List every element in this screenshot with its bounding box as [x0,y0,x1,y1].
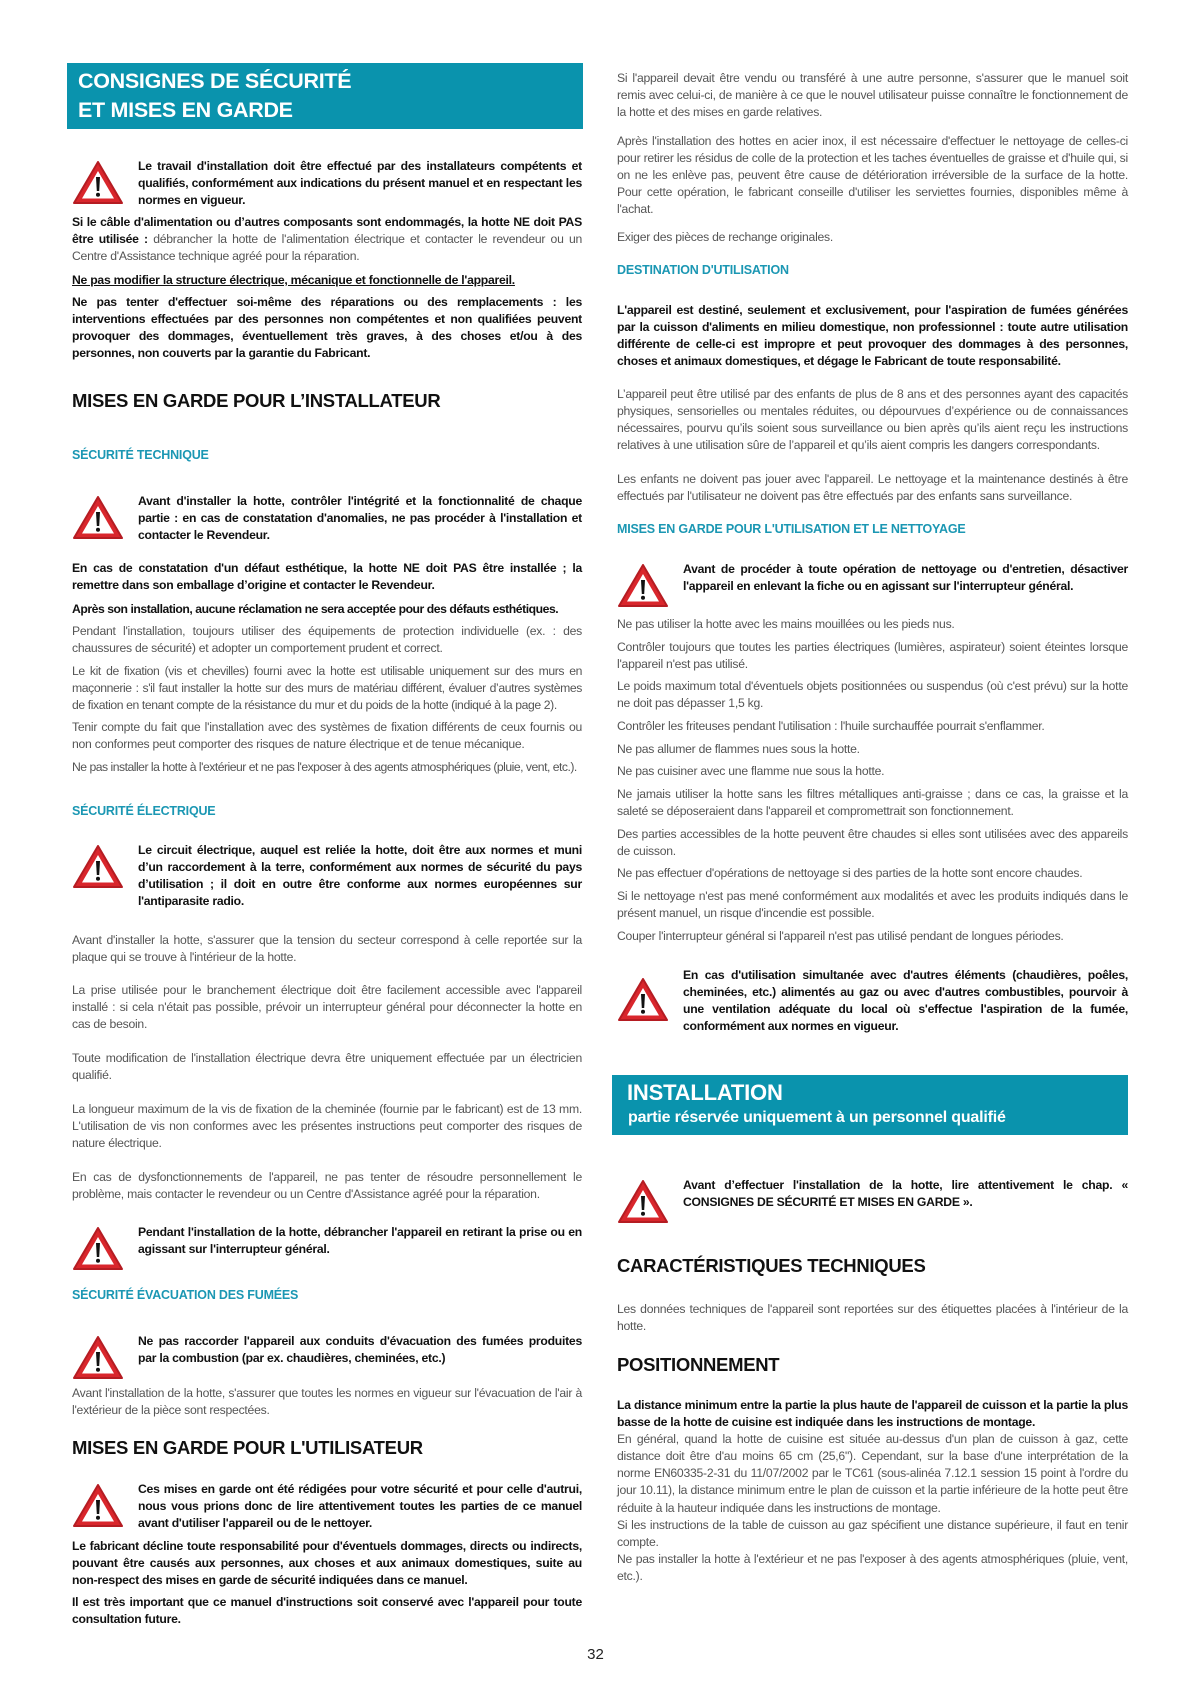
warning-text: Le travail d'installation doit être effectué par des installateurs compétents et qualifiés, conformément aux indications du présent manuel et en respectant les normes en vigueur. [138,159,582,208]
paragraph: Le kit de fixation (vis et chevilles) fourni avec la hotte est utilisable uniquement sur des murs en maçonnerie : s'il faut installer la hotte sur des murs de matériau différent, évaluer d’autres systèmes de fixation en tenant compte de la résistance du mur et du poids de la hotte (indiqué à la page 2). [72,664,582,713]
warning-block [617,1177,1128,1225]
banner-subtitle: partie réservée uniquement à un personnel qualifié [628,1109,1006,1126]
paragraph [72,214,582,265]
normal-text: débrancher la hotte de l'alimentation électrique et contacter le revendeur ou un Centre d'Assistance technique agréé pour la réparation. [72,232,583,264]
warning-triangle-icon [72,1483,124,1529]
paragraph: Pendant l'installation, toujours utiliser des équipements de protection individuelle (ex. : des chaussures de sécurité) et adopter un comportement prudent et correct. [72,624,582,656]
paragraph: La longueur maximum de la vis de fixation de la cheminée (fournie par le fabricant) est de 13 mm. L'utilisation de vis non conformes avec les présentes instructions peut comporter des risques de nature électrique. [72,1102,582,1151]
paragraph: L'appareil est destiné, seulement et exclusivement, pour l'aspiration de fumées générées par la cuisson d'aliments en milieu domestique, non professionnel : toute autre utilisation différente de celle-ci est impropre et peut provoquer des dommages à des personnes, choses et animaux domestiques, et dégage le Fabricant de toute responsabilité. [617,303,1128,369]
paragraph: Le fabricant décline toute responsabilité pour d'éventuels dommages, directs ou indirects, pouvant être causés aux personnes, aux choses et aux animaux domestiques, suite au non-respect des mises en garde de sécurité indiquées dans ce manuel. [72,1539,582,1588]
banner-title-line1: CONSIGNES DE SÉCURITÉ [78,69,352,93]
warning-text: En cas d'utilisation simultanée avec d'autres éléments (chaudières, poêles, cheminées, etc.) alimentés au gaz ou avec d'autres combustibles, pourvoir à une ventilation adéquate du local où s'effectue l'aspiration de la fumée, conformément aux normes en vigueur. [683,968,1128,1034]
warning-block [72,1224,582,1272]
list-item: Contrôler toujours que toutes les parties électriques (lumières, aspirateur) soient éteintes lorsque l'appareil n'est pas utilisé. [617,640,1128,672]
banner-title-line2: ET MISES EN GARDE [78,98,293,122]
positioning-text [617,1397,1128,1585]
list-item: Ne pas cuisiner avec une flamme nue sous la hotte. [617,764,885,778]
warning-text: Avant d'installer la hotte, contrôler l'intégrité et la fonctionnalité de chaque partie : en cas de constatation d'anomalies, ne pas procéder à l'installation et contacter le Revendeur. [138,494,582,543]
paragraph: La prise utilisée pour le branchement électrique doit être facilement accessible avec l'appareil installé : si cela n'était pas possible, prévoir un interrupteur général pour déconnecter la hotte en cas de besoin. [72,983,582,1032]
paragraph: En cas de dysfonctionnements de l'appareil, ne pas tenter de résoudre personnellement le problème, mais contacter le revendeur ou un Centre d'Assistance agréé pour la réparation. [72,1170,582,1202]
warning-text: Ne pas raccorder l'appareil aux conduits d'évacuation des fumées produites par la combustion (par ex. chaudières, cheminées, etc.) [138,1334,582,1366]
warning-block [72,493,582,544]
warning-triangle-icon [72,160,124,206]
warning-text: Le circuit électrique, auquel est reliée la hotte, doit être aux normes et muni d’un raccordement à la terre, conformément aux normes de sécurité du pays d’utilisation ; il doit en outre être conforme aux normes européennes sur l'antiparasite radio. [138,843,582,909]
warning-triangle-icon [617,563,669,609]
warning-triangle-icon [72,495,124,541]
warning-block [72,158,582,209]
heading-installer: MISES EN GARDE POUR L’INSTALLATEUR [72,390,441,411]
paragraph: Les enfants ne doivent pas jouer avec l'appareil. Le nettoyage et la maintenance destinés à être effectués par l'utilisateur ne doivent pas être effectués par des enfants sans surveillance. [617,472,1128,504]
paragraph: Avant l'installation de la hotte, s'assurer que toutes les normes en vigueur sur l'évacuation de l'air à l'extérieur de la pièce sont respectées. [72,1386,582,1418]
heading-specs: CARACTÉRISTIQUES TECHNIQUES [617,1255,926,1276]
paragraph: Ne pas tenter d'effectuer soi-même des réparations ou des remplacements : les interventions effectuées par des personnes non compétentes et non qualifiées peuvent provoquer des dommages, éventuellement très graves, à des choses et/ou à des personnes, non couverts par la garantie du Fabricant. [72,295,582,361]
warning-text: Avant de procéder à toute opération de nettoyage ou d'entretien, désactiver l'appareil en enlevant la fiche ou en agissant sur l'interrupteur général. [683,562,1128,594]
warning-text: Pendant l'installation de la hotte, débrancher l'appareil en retirant la prise ou en agissant sur l'interrupteur général. [138,1225,582,1257]
paragraph: Après l'installation des hottes en acier inox, il est nécessaire d'effectuer le nettoyage de celles-ci pour retirer les résidus de colle de la protection et les taches éventuelles de graisse et d'huile qui, si on ne les enlève pas, peuvent être cause de détérioration irréversible de la surface de la hotte. Pour cette opération, le fabricant conseille d'utiliser les serviettes fournies, disponibles même à l'achat. [617,134,1128,217]
section-banner-safety [67,63,583,129]
paragraph: L’appareil peut être utilisé par des enfants de plus de 8 ans et des personnes ayant des capacités physiques, sensorielles ou mentales réduites, ou dépourvues d’expérience ou de connaissances nécessaires, pourvu qu’ils soient sous surveillance ou bien après qu’ils aient reçu les instructions relatives à une utilisation sûre de l’appareil et qu’ils aient compris les dangers correspondants. [617,387,1128,453]
subheading-fumes: SÉCURITÉ ÉVACUATION DES FUMÉES [72,1288,299,1302]
warning-text: Ces mises en garde ont été rédigées pour votre sécurité et pour celle d'autrui, nous vous prions donc de lire attentivement toutes les parties de ce manuel avant d'utiliser l'appareil ou de le nettoyer. [138,1482,582,1531]
paragraph: Avant d'installer la hotte, s'assurer que la tension du secteur correspond à celle reportée sur la plaque qui se trouve à l'intérieur de la hotte. [72,933,582,965]
paragraph: Les données techniques de l'appareil sont reportées sur des étiquettes placées à l'intérieur de la hotte. [617,1302,1128,1334]
list-item: Ne pas utiliser la hotte avec les mains mouillées ou les pieds nus. [617,617,955,631]
warning-block [72,1333,582,1381]
paragraph: Ne pas modifier la structure électrique, mécanique et fonctionnelle de l'appareil. [72,273,515,287]
warning-triangle-icon [72,1335,124,1381]
subheading-technical: SÉCURITÉ TECHNIQUE [72,448,209,462]
heading-positioning: POSITIONNEMENT [617,1354,780,1375]
bold-text: Si le câble d'alimentation ou d’autres composants sont endommagés, la hotte NE doit PAS être utilisée : [72,215,582,247]
paragraph: Toute modification de l'installation électrique devra être uniquement effectuée par un électricien qualifié. [72,1051,582,1083]
paragraph: Si les instructions de la table de cuisson au gaz spécifient une distance supérieure, il faut en tenir compte. [617,1517,1128,1549]
warning-triangle-icon [72,844,124,890]
warning-triangle-icon [72,1226,124,1272]
section-banner-installation [612,1075,1128,1135]
list-item: Ne jamais utiliser la hotte sans les filtres métalliques anti-graisse ; dans ce cas, la graisse et la saleté se déposeraient dans l'appareil et compromettrait son fonctionnement. [617,787,1128,819]
list-item: Ne pas allumer de flammes nues sous la hotte. [617,742,860,756]
paragraph: Tenir compte du fait que l'installation avec des systèmes de fixation différents de ceux fournis ou non conformes peut comporter des risques de nature électrique et de tenue mécanique. [72,720,582,752]
list-item: Si le nettoyage n'est pas mené conformément aux modalités et avec les produits indiqués dans le présent manuel, un risque d'incendie est possible. [617,889,1128,921]
paragraph: Ne pas installer la hotte à l'extérieur et ne pas l'exposer à des agents atmosphériques (pluie, vent, etc.). [72,760,577,774]
warning-triangle-icon [617,977,669,1023]
paragraph: Si l'appareil devait être vendu ou transféré à une autre personne, s'assurer que le manuel soit remis avec celui-ci, de manière à ce que le nouvel utilisateur puisse connaître le fonctionnement de la hotte et des mises en garde relatives. [617,71,1128,120]
banner-title: INSTALLATION [627,1080,783,1105]
paragraph: Il est très important que ce manuel d'instructions soit conservé avec l'appareil pour toute consultation future. [72,1595,582,1627]
list-item: Couper l'interrupteur général si l'appareil n'est pas utilisé pendant de longues périodes. [617,929,1064,943]
warning-block [617,967,1128,1035]
list-item: Contrôler les friteuses pendant l'utilisation : l'huile surchauffée pourrait s'enflammer. [617,719,1045,733]
paragraph: En cas de constatation d'un défaut esthétique, la hotte NE doit PAS être installée ; la remettre dans son emballage d’origine et contacter le Revendeur. [72,561,582,593]
paragraph: La distance minimum entre la partie la plus haute de l'appareil de cuisson et la partie la plus basse de la hotte de cuisine est indiquée dans les instructions de montage. [617,1398,1128,1430]
page-number: 32 [587,1646,604,1663]
paragraph: Exiger des pièces de rechange originales. [617,230,834,244]
warning-block [617,561,1128,609]
paragraph: Ne pas installer la hotte à l'extérieur et ne pas l'exposer à des agents atmosphériques (pluie, vent, etc.). [617,1551,1128,1583]
warning-block [72,842,582,910]
list-item: Ne pas effectuer d'opérations de nettoyage si des parties de la hotte sont encore chaudes. [617,866,1083,880]
warning-triangle-icon [617,1179,669,1225]
warning-text: Avant d’effectuer l'installation de la hotte, lire attentivement le chap. « CONSIGNES DE SÉCURITÉ ET MISES EN GARDE ». [683,1178,1128,1210]
paragraph: En général, quand la hotte de cuisine est située au-dessus d'un plan de cuisson à gaz, cette distance doit être d'au moins 65 cm (25,6"). Cependant, sur la base d'une interprétation de la norme EN60335-2-31 du 11/07/2002 par le TC61 (sous-alinéa 7.12.1 session 15 point à l'ordre du jour 10.11), la distance minimum entre le plan de cuisson et la partie inférieure de la hotte peut être réduite à la hauteur indiquée dans les instructions de montage. [617,1432,1128,1515]
paragraph: Après son installation, aucune réclamation ne sera acceptée pour des défauts esthétiques. [72,602,559,616]
list-item: Le poids maximum total d'éventuels objets positionnées ou suspendus (où c'est prévu) sur la hotte ne doit pas dépasser 1,5 kg. [617,679,1128,711]
list-item: Des parties accessibles de la hotte peuvent être chaudes si elles sont utilisées avec des appareils de cuisson. [617,827,1128,859]
subheading-electrical: SÉCURITÉ ÉLECTRIQUE [72,804,216,818]
warning-block [72,1481,582,1532]
heading-user: MISES EN GARDE POUR L'UTILISATEUR [72,1437,423,1458]
subheading-use-cleaning: MISES EN GARDE POUR L'UTILISATION ET LE NETTOYAGE [617,522,966,536]
subheading-destination: DESTINATION D'UTILISATION [617,263,789,277]
